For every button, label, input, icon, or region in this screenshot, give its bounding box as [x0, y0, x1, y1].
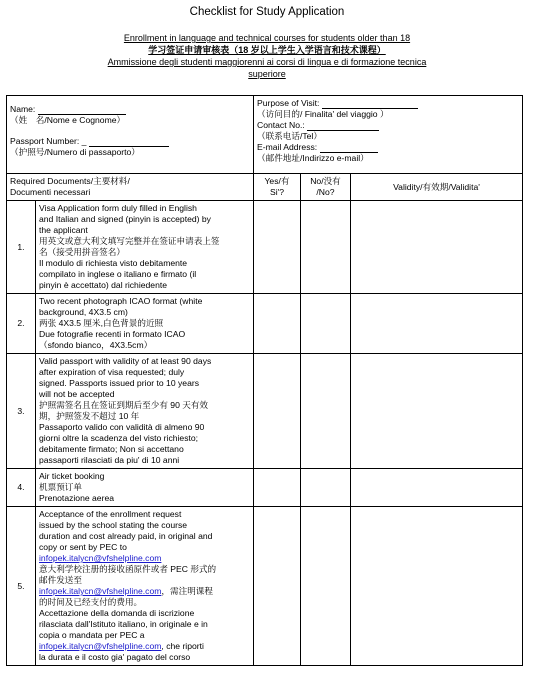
item-line: 的时间及已经支付的费用。	[39, 597, 143, 607]
item-line	[39, 586, 250, 597]
col-header-no-line-2: /No?	[316, 187, 335, 197]
item-line: Passaporto valido con validità di almeno 90	[39, 422, 205, 432]
yes-cell[interactable]	[254, 294, 301, 354]
contact-sub-label: （联系电话/Tel）	[257, 131, 322, 141]
item-line: （sfondo bianco，4X3.5cm）	[39, 340, 153, 350]
no-cell[interactable]	[301, 294, 351, 354]
item-line-text: , che riporti	[161, 641, 204, 651]
item-line	[39, 641, 250, 652]
col-header-documents-line-1: Required Documents/主要材料/	[10, 176, 130, 186]
contact-label: Contact No.:	[257, 120, 305, 130]
item-number: 1.	[7, 201, 36, 294]
item-line: will not be accepted	[39, 389, 115, 399]
table-row	[7, 294, 523, 354]
course-header	[0, 32, 534, 80]
no-cell[interactable]	[301, 507, 351, 666]
item-line: and Italian and signed (pinyin is accepted) by	[39, 214, 211, 224]
purpose-sub-label: （访问目的/ Finalita' del viaggio ）	[257, 109, 389, 119]
item-description	[36, 294, 254, 354]
col-header-validity-text: Validity/有效期/Validita'	[393, 181, 480, 192]
name-sub-label: （姓 名/Nome e Cognome）	[10, 115, 126, 125]
item-line: the applicant	[39, 225, 88, 235]
item-line: 两张 4X3.5 厘米,白色背景的近照	[39, 318, 164, 328]
email-sub-label: （邮件地址/Indirizzo e-mail）	[257, 153, 369, 163]
item-line: passaporti rilasciati da piu' di 10 anni	[39, 455, 180, 465]
table-row	[7, 469, 523, 507]
item-line: signed. Passports issued prior to 10 years	[39, 378, 200, 388]
item-line: 意大利学校注册的接收函原件或者 PEC 形式的	[39, 564, 217, 574]
checklist-table	[6, 95, 523, 666]
item-line: 用英文或意大利文填写完整并在签证申请表上签	[39, 236, 220, 246]
item-line: Visa Application form duly filled in English	[39, 203, 197, 213]
item-line: 机票预订单	[39, 482, 82, 492]
item-line: copy or sent by PEC to	[39, 542, 127, 552]
document-title: Checklist for Study Application	[189, 6, 345, 18]
no-cell[interactable]	[301, 354, 351, 469]
item-line: pinyin è accettato) dal richiedente	[39, 280, 168, 290]
table-row	[7, 354, 523, 469]
item-line: 期，护照签发不超过 10 年	[39, 411, 140, 421]
col-header-documents	[7, 174, 254, 201]
item-line: duration and cost already paid, in original and	[39, 531, 213, 541]
item-number: 3.	[7, 354, 36, 469]
item-line-text: ，需注明课程	[161, 586, 213, 596]
yes-cell[interactable]	[254, 354, 301, 469]
item-line: Air ticket booking	[39, 471, 105, 481]
item-line: 邮件发送至	[39, 575, 82, 585]
applicant-right-info	[254, 96, 523, 174]
item-line: Prenotazione aerea	[39, 493, 115, 503]
col-header-documents-line-2: Documenti necessari	[10, 187, 91, 197]
header-chinese: 学习签证申请审核表（18 岁以上学生入学语言和技术课程）	[148, 45, 386, 55]
col-header-no	[301, 174, 351, 201]
item-line: Accettazione della domanda di iscrizione	[39, 608, 195, 618]
col-header-yes-line-1: Yes/有	[264, 176, 290, 186]
validity-cell[interactable]	[351, 294, 523, 354]
no-cell[interactable]	[301, 469, 351, 507]
header-italian-line-2: superiore	[248, 69, 286, 79]
yes-cell[interactable]	[254, 507, 301, 666]
item-description	[36, 469, 254, 507]
item-line: Il modulo di richiesta visto debitamente	[39, 258, 188, 268]
item-line: copia o mandata per PEC a	[39, 630, 145, 640]
item-line: debitamente firmato; Non si accettano	[39, 444, 184, 454]
item-line: la durata e il costo gia' pagato del corso	[39, 652, 191, 662]
item-description	[36, 201, 254, 294]
item-line: rilasciata dall'Istituto italiano, in originale e in	[39, 619, 208, 629]
table-row	[7, 201, 523, 294]
purpose-label: Purpose of Visit:	[257, 98, 320, 108]
item-line: after expiration of visa requested; duly	[39, 367, 185, 377]
passport-sub-label: （护照号/Numero di passaporto）	[10, 147, 140, 157]
pec-email-link[interactable]: infopek.italycn@vfshelpline.com	[39, 586, 162, 596]
item-line: Two recent photograph ICAO format (white	[39, 296, 203, 306]
item-description	[36, 354, 254, 469]
item-line: Acceptance of the enrollment request	[39, 509, 182, 519]
item-number: 4.	[7, 469, 36, 507]
no-cell[interactable]	[301, 201, 351, 294]
item-number: 2.	[7, 294, 36, 354]
table-row	[7, 507, 523, 666]
col-header-yes-line-2: Si'?	[269, 187, 285, 197]
applicant-info-row	[7, 96, 523, 174]
col-header-validity	[351, 174, 523, 201]
col-header-yes	[254, 174, 301, 201]
item-line: compilato in inglese o italiano e firmato (il	[39, 269, 197, 279]
column-header-row	[7, 174, 523, 201]
col-header-no-line-1: No/没有	[310, 176, 341, 186]
pec-email-link[interactable]: infopek.italycn@vfshelpline.com	[39, 553, 162, 563]
header-english: Enrollment in language and technical courses for students older than 18	[123, 33, 411, 43]
validity-cell[interactable]	[351, 201, 523, 294]
name-label: Name:	[10, 104, 36, 114]
validity-cell[interactable]	[351, 469, 523, 507]
item-line: issued by the school stating the course	[39, 520, 188, 530]
item-line	[39, 553, 250, 564]
item-number: 5.	[7, 507, 36, 666]
item-line: 名（接受用拼音签名）	[39, 247, 125, 257]
yes-cell[interactable]	[254, 201, 301, 294]
validity-cell[interactable]	[351, 354, 523, 469]
item-description	[36, 507, 254, 666]
item-line: 护照需签名且在签证到期后至少有 90 天有效	[39, 400, 209, 410]
header-italian-line-1: Ammissione degli studenti maggiorenni ai corsi di lingua e di formazione tecnica	[107, 57, 427, 67]
pec-email-link[interactable]: infopek.italycn@vfshelpline.com	[39, 641, 162, 651]
email-label: E-mail Address:	[257, 142, 318, 152]
item-line: Valid passport with validity of at least 90 days	[39, 356, 212, 366]
item-line: Due fotografie recenti in formato ICAO	[39, 329, 186, 339]
validity-cell[interactable]	[351, 507, 523, 666]
yes-cell[interactable]	[254, 469, 301, 507]
passport-label: Passport Number: _	[10, 136, 87, 146]
item-line: background, 4X3.5 cm)	[39, 307, 128, 317]
item-line: giorni oltre la scadenza del visto richiesto;	[39, 433, 199, 443]
applicant-left-info	[7, 96, 254, 174]
